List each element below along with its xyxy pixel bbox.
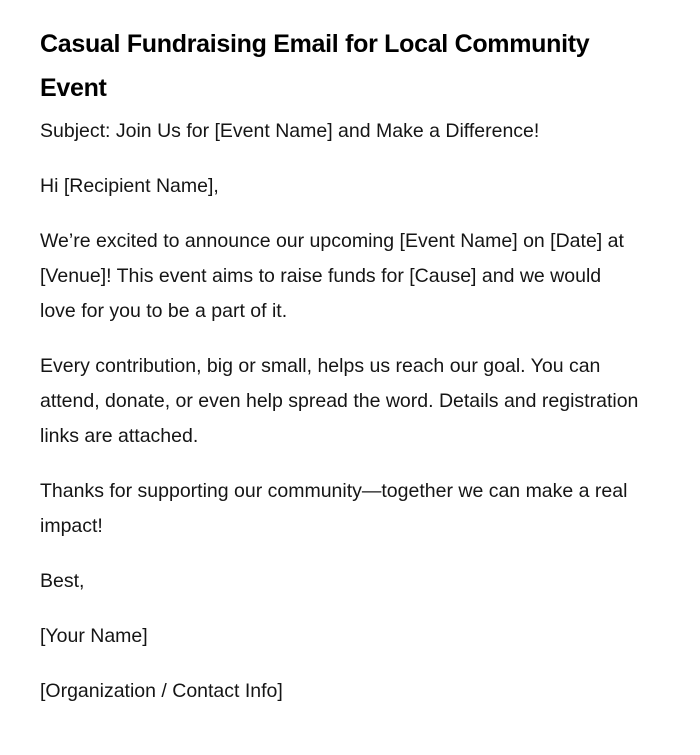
email-paragraph-intro: We’re excited to announce our upcoming [Event Name] on [Date] at [Venue]! This event aims to raise funds for [Cause] and we would love for you to be a part of it. bbox=[40, 230, 624, 322]
email-greeting: Hi [Recipient Name], bbox=[40, 175, 219, 197]
email-body bbox=[40, 114, 660, 709]
document-title: Casual Fundraising Email for Local Community Event bbox=[40, 30, 590, 102]
email-closing: Best, bbox=[40, 570, 85, 592]
email-paragraph-contribution: Every contribution, big or small, helps us reach our goal. You can attend, donate, or even help spread the word. Details and registration links are attached. bbox=[40, 355, 639, 447]
email-subject: Subject: Join Us for [Event Name] and Make a Difference! bbox=[40, 120, 540, 142]
email-paragraph-thanks: Thanks for supporting our community—together we can make a real impact! bbox=[40, 480, 628, 537]
email-sender-name: [Your Name] bbox=[40, 625, 148, 647]
email-organization: [Organization / Contact Info] bbox=[40, 680, 283, 702]
